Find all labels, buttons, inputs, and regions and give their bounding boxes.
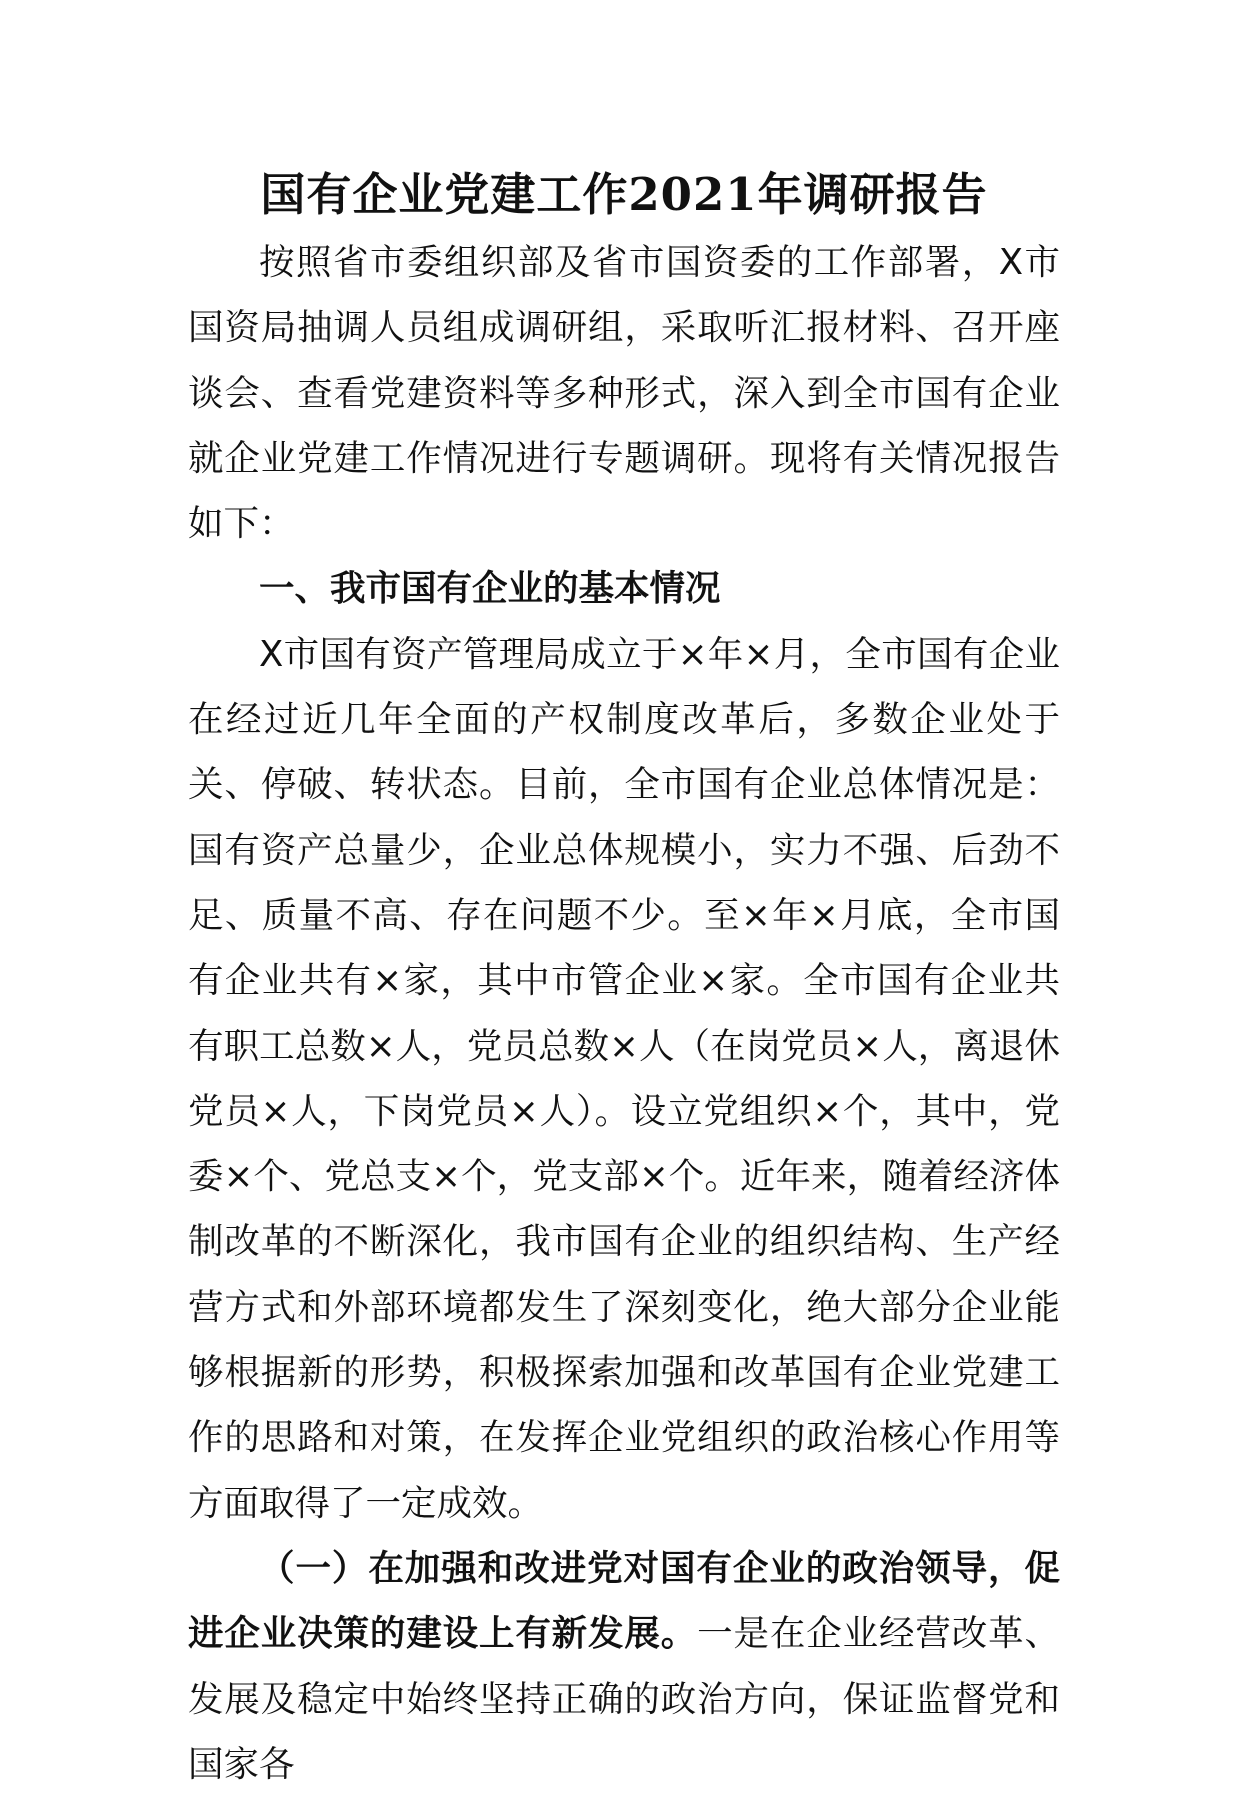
intro-paragraph: 按照省市委组织部及省市国资委的工作部署，X市国资局抽调人员组成调研组，采取听汇报材料、召开座谈会、查看党建资料等多种形式，深入到全市国有企业就企业党建工作情况进行专题调研。现将有关情况报告如下： — [188, 242, 1060, 545]
subsection-lead: （一）在加强和改进党对国有企业的政治领导，促进企业决策的建设上有新发展。 — [188, 1547, 1060, 1655]
subsection-body: 一是在企业经营改革、发展及稳定中始终坚持正确的政治方向，保证监督党和国家各 — [188, 1613, 1060, 1785]
document-title: 国有企业党建工作2021年调研报告 — [260, 168, 988, 221]
section-heading: 一、我市国有企业的基本情况 — [259, 568, 721, 610]
document-page — [188, 160, 1060, 1797]
subsection-paragraph — [188, 1536, 1060, 1797]
section-body-paragraph: X市国有资产管理局成立于×年×月，全市国有企业在经过近几年全面的产权制度改革后，多数企业处于关、停破、转状态。目前，全市国有企业总体情况是：国有资产总量少，企业总体规模小，实力不强、后劲不足、质量不高、存在问题不少。至×年×月底，全市国有企业共有×家，其中市管企业×家。全市国有企业共有职工总数×人，党员总数×人（在岗党员×人，离退休党员×人，下岗党员×人）。设立党组织×个，其中，党委×个、党总支×个，党支部×个。近年来，随着经济体制改革的不断深化，我市国有企业的组织结构、生产经营方式和外部环境都发生了深刻变化，绝大部分企业能够根据新的形势，积极探索加强和改革国有企业党建工作的思路和对策，在发挥企业党组织的政治核心作用等方面取得了一定成效。 — [188, 633, 1060, 1524]
